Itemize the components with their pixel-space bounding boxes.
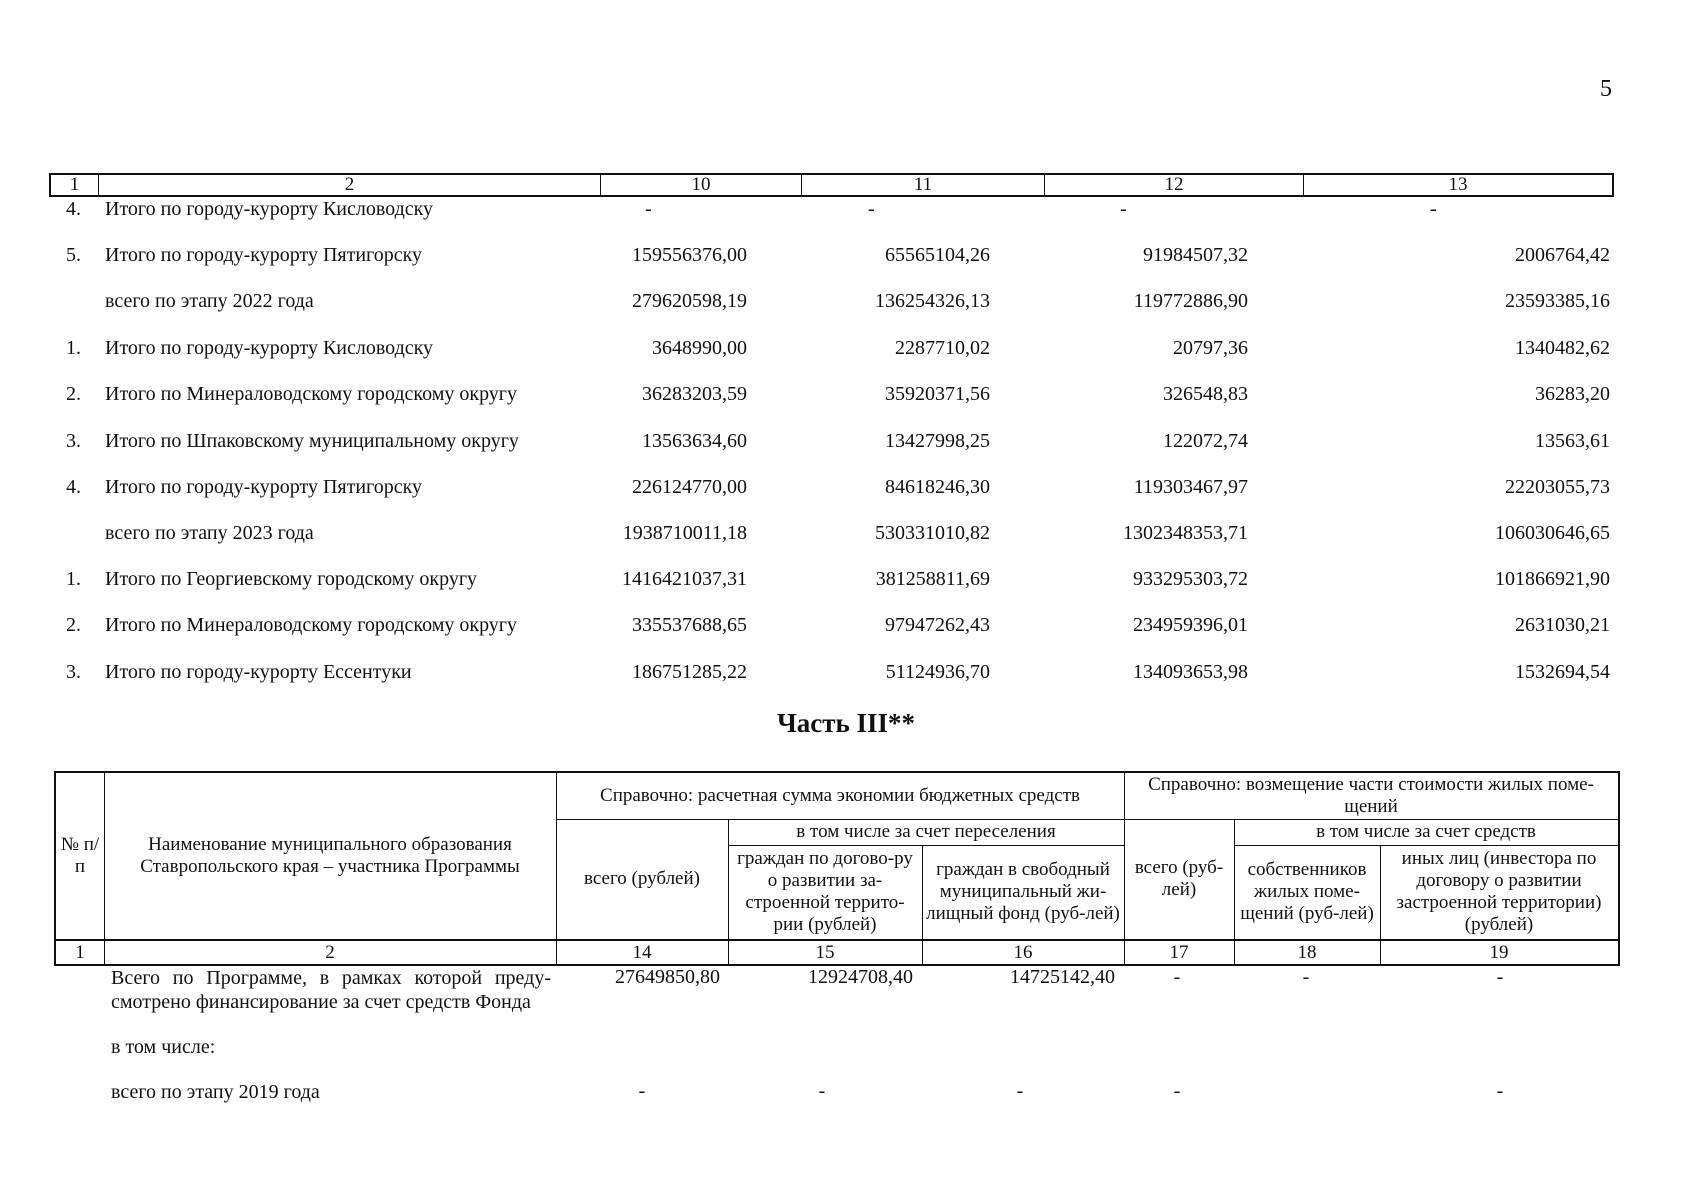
header-col-19: иных лиц (инвестора по договору о развитии застроенной территории) (рублей) <box>1396 848 1602 935</box>
row-name: Итого по городу-курорту Пятигорску <box>105 476 423 498</box>
cell-col-13: 2006764,42 <box>1515 244 1610 266</box>
cell-col-16: 14725142,40 <box>1010 966 1115 988</box>
cell-col-11: 97947262,43 <box>885 614 990 636</box>
header-resettlement-subgroup: в том числе за счет переселения <box>796 821 1056 842</box>
cell-col-19: - <box>1496 966 1504 988</box>
cell-col-13: 23593385,16 <box>1505 290 1610 312</box>
cell-col-18: - <box>1302 966 1310 988</box>
table-row <box>0 383 1692 413</box>
cell-col-11: 2287710,02 <box>895 337 990 359</box>
row-number: 5. <box>66 244 81 266</box>
cell-col-11: 51124936,70 <box>885 661 990 683</box>
table-row <box>0 430 1692 460</box>
cell-col-10: 335537688,65 <box>632 614 747 636</box>
cell-col-10: 36283203,59 <box>642 383 747 405</box>
row-number: 3. <box>66 661 81 683</box>
cell-col-10: 3648990,00 <box>652 337 747 359</box>
header-municipality-name: Наименование муниципального образования Ставропольского края – участника Программы <box>140 834 520 877</box>
header-num-14: 14 <box>632 941 652 963</box>
cell-col-13: 36283,20 <box>1535 383 1610 405</box>
cell-col-11: - <box>868 198 875 220</box>
table-row <box>0 614 1692 644</box>
table1-header-col-12: 12 <box>1045 175 1304 195</box>
row-number: 2. <box>66 383 81 405</box>
cell-col-10: 13563634,60 <box>642 430 747 452</box>
table-row <box>0 661 1692 691</box>
cell-col-10: 279620598,19 <box>632 290 747 312</box>
header-col-14: всего (рублей) <box>584 868 700 889</box>
row-name: Итого по городу-курорту Кисловодску <box>105 198 434 220</box>
cell-col-12: 91984507,32 <box>1143 244 1248 266</box>
header-num-17: 17 <box>1169 941 1189 963</box>
table-row <box>0 337 1692 367</box>
header-num-19: 19 <box>1489 941 1509 963</box>
row-label: всего по этапу 2019 года <box>111 1081 320 1103</box>
table-row <box>0 198 1692 228</box>
table-row <box>0 568 1692 598</box>
row-name: всего по этапу 2022 года <box>105 290 314 312</box>
header-compensation: Справочно: возмещение части стоимости жилых поме-щений <box>1148 774 1594 817</box>
header-num-18: 18 <box>1297 941 1317 963</box>
cell-col-11: 65565104,26 <box>885 244 990 266</box>
header-num-2: 2 <box>325 941 335 963</box>
cell-col-10: 186751285,22 <box>632 661 747 683</box>
cell-col-13: 101866921,90 <box>1495 568 1610 590</box>
cell-col-19: - <box>1496 1080 1504 1102</box>
header-col-18: собственников жилых поме-щений (руб-лей) <box>1240 859 1374 924</box>
cell-col-13: 22203055,73 <box>1505 476 1610 498</box>
row-name: Итого по городу-курорту Пятигорску <box>105 244 423 266</box>
table-row <box>0 476 1692 506</box>
table1-header <box>49 173 1614 197</box>
header-col-15: граждан по догово-ру о развитии за-строенной террито-рии (рублей) <box>737 848 913 935</box>
row-number: 4. <box>66 198 81 220</box>
table1-header-col-10: 10 <box>601 175 802 195</box>
header-num-1: 1 <box>75 941 85 963</box>
header-number: № п/п <box>60 834 100 877</box>
cell-col-12: - <box>1120 198 1127 220</box>
row-number: 4. <box>66 476 81 498</box>
header-num-16: 16 <box>1013 941 1033 963</box>
cell-col-14: 27649850,80 <box>615 966 720 988</box>
header-num-15: 15 <box>815 941 835 963</box>
cell-col-12: 119303467,97 <box>1133 476 1248 498</box>
page-number: 5 <box>1600 76 1612 102</box>
cell-col-16: - <box>1016 1080 1024 1102</box>
row-label: в том числе: <box>111 1036 216 1058</box>
cell-col-12: 119772886,90 <box>1133 290 1248 312</box>
cell-col-13: 13563,61 <box>1535 430 1610 452</box>
cell-col-12: 134093653,98 <box>1133 661 1248 683</box>
cell-col-12: 122072,74 <box>1163 430 1248 452</box>
header-funds-subgroup: в том числе за счет средств <box>1316 821 1536 842</box>
row-number: 3. <box>66 430 81 452</box>
cell-col-13: 1340482,62 <box>1515 337 1610 359</box>
table-row <box>0 1080 1692 1106</box>
cell-col-15: 12924708,40 <box>808 966 913 988</box>
cell-col-10: 226124770,00 <box>632 476 747 498</box>
row-number: 1. <box>66 568 81 590</box>
table-row <box>0 244 1692 274</box>
header-col-16: граждан в свободный муниципальный жи-лищный фонд (руб-лей) <box>926 859 1120 924</box>
cell-col-15: - <box>818 1080 826 1102</box>
row-name: Итого по городу-курорту Кисловодску <box>105 337 434 359</box>
cell-col-13: 2631030,21 <box>1515 614 1610 636</box>
table-row <box>0 290 1692 320</box>
part-title: Часть III** <box>776 708 916 738</box>
cell-col-17: - <box>1173 966 1181 988</box>
table2-header <box>54 771 1620 966</box>
cell-col-12: 326548,83 <box>1163 383 1248 405</box>
row-name: Итого по Минераловодскому городскому округу <box>105 614 518 636</box>
header-budget-savings: Справочно: расчетная сумма экономии бюджетных средств <box>600 785 1080 806</box>
row-number: 2. <box>66 614 81 636</box>
cell-col-10: - <box>645 198 652 220</box>
table1-header-col-11: 11 <box>802 175 1045 195</box>
cell-col-12: 1302348353,71 <box>1123 522 1248 544</box>
table1-header-col-13: 13 <box>1448 174 1468 195</box>
cell-col-12: 234959396,01 <box>1133 614 1248 636</box>
cell-col-11: 35920371,56 <box>885 383 990 405</box>
cell-col-13: 106030646,65 <box>1495 522 1610 544</box>
row-name: Итого по городу-курорту Ессентуки <box>105 661 412 683</box>
cell-col-11: 530331010,82 <box>875 522 990 544</box>
cell-col-14: - <box>638 1080 646 1102</box>
row-number: 1. <box>66 337 81 359</box>
row-name: Итого по Минераловодскому городскому округу <box>105 383 518 405</box>
cell-col-12: 933295303,72 <box>1133 568 1248 590</box>
table1-header-col-2: 2 <box>99 175 601 195</box>
cell-col-10: 1416421037,31 <box>622 568 747 590</box>
cell-col-13: 1532694,54 <box>1515 661 1610 683</box>
table-row <box>0 966 1692 1026</box>
table1-header-col-1: 1 <box>51 175 99 195</box>
cell-col-11: 84618246,30 <box>885 476 990 498</box>
row-name: всего по этапу 2023 года <box>105 522 314 544</box>
table-row <box>0 522 1692 552</box>
cell-col-11: 136254326,13 <box>875 290 990 312</box>
cell-col-11: 13427998,25 <box>885 430 990 452</box>
cell-col-13: - <box>1430 198 1437 220</box>
header-col-17: всего (руб-лей) <box>1134 857 1224 900</box>
cell-col-17: - <box>1173 1080 1181 1102</box>
row-name: Итого по Шпаковскому муниципальному округу <box>105 430 519 452</box>
cell-col-10: 159556376,00 <box>632 244 747 266</box>
table-row <box>0 1035 1692 1061</box>
row-label: Всего по Программе, в рамках которой преду-смотрено финансирование за счет средств Фонда <box>111 967 551 1013</box>
cell-col-11: 381258811,69 <box>875 568 990 590</box>
cell-col-12: 20797,36 <box>1173 337 1248 359</box>
cell-col-10: 1938710011,18 <box>622 522 747 544</box>
row-name: Итого по Георгиевскому городскому округу <box>105 568 478 590</box>
